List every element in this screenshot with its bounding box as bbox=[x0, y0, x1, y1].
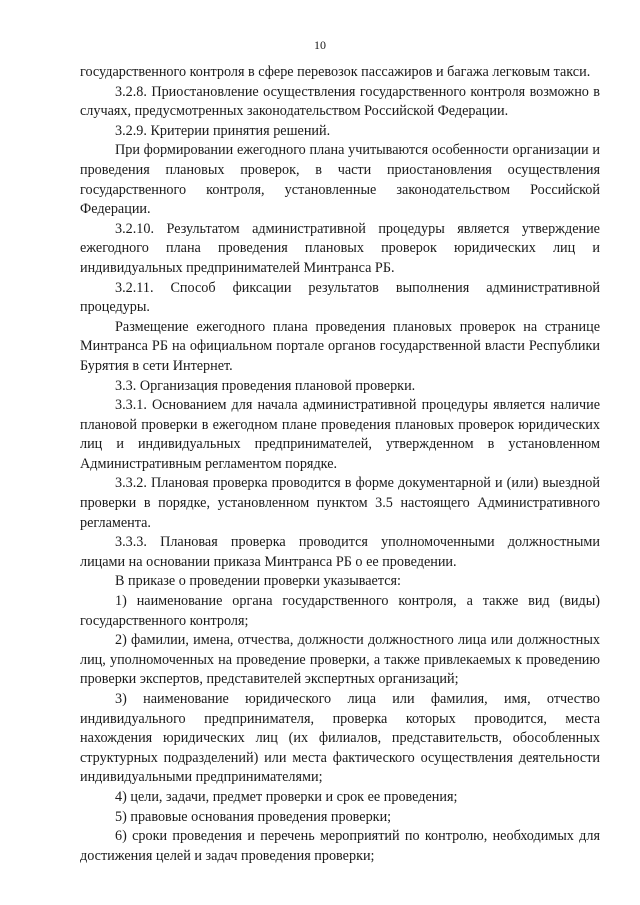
page-number: 10 bbox=[314, 38, 326, 52]
paragraph: 6) сроки проведения и перечень мероприятий по контролю, необходимых для достижения целей и задач проведения проверки; bbox=[80, 828, 600, 864]
body-text bbox=[80, 63, 600, 866]
paragraph: В приказе о проведении проверки указывается: bbox=[115, 573, 401, 590]
paragraph: 3.2.8. Приостановление осуществления государственного контроля возможно в случаях, предусмотренных законодательством Российской Федерации. bbox=[80, 83, 600, 120]
paragraph: 3.2.11. Способ фиксации результатов выполнения административной процедуры. bbox=[80, 279, 600, 316]
paragraph: Размещение ежегодного плана проведения плановых проверок на странице Минтранса РБ на официальном портале органов государственной власти Республики Бурятия в сети Интернет. bbox=[80, 318, 600, 374]
paragraph: 3.3. Организация проведения плановой проверки. bbox=[115, 377, 416, 394]
paragraph: 3) наименование юридического лица или фамилия, имя, отчество индивидуального предпринимателя, проверка которых проводится, места нахождения юридических лиц (их филиалов, представительств, обособленных структурных подразделений) или места фактического осуществления деятельности индивидуальными предпринимателями; bbox=[80, 691, 600, 786]
paragraph: 3.3.2. Плановая проверка проводится в форме документарной и (или) выездной проверки в порядке, установленном пунктом 3.5 настоящего Административного регламента. bbox=[80, 475, 600, 531]
paragraph: При формировании ежегодного плана учитываются особенности организации и проведения плановых проверок, в части приостановления осуществления государственного контроля, установленные законодательством Российской Федерации. bbox=[80, 142, 600, 218]
paragraph: 4) цели, задачи, предмет проверки и срок ее проведения; bbox=[115, 788, 458, 805]
paragraph: 1) наименование органа государственного контроля, а также вид (виды) государственного контроля; bbox=[80, 593, 600, 629]
paragraph: 3.2.9. Критерии принятия решений. bbox=[115, 122, 331, 139]
paragraph: 3.2.10. Результатом административной процедуры является утверждение ежегодного плана проведения плановых проверок юридических лиц и индивидуальных предпринимателей Минтранса РБ. bbox=[80, 220, 600, 276]
paragraph: 3.3.3. Плановая проверка проводится уполномоченными должностными лицами на основании приказа Минтранса РБ о ее проведении. bbox=[80, 534, 600, 570]
paragraph: 2) фамилии, имена, отчества, должности должностного лица или должностных лиц, уполномоченных на проведение проверки, а также привлекаемых к проведению проверки экспертов, представителей экспертных организаций; bbox=[80, 632, 600, 688]
paragraph: 3.3.1. Основанием для начала административной процедуры является наличие плановой проверки в ежегодном плане проведения плановых проверок юридических лиц и индивидуальных предпринимателей, утвержденном в установленном Административным регламентом порядке. bbox=[80, 397, 600, 472]
paragraph: 5) правовые основания проведения проверки; bbox=[115, 808, 392, 825]
paragraph: государственного контроля в сфере перевозок пассажиров и багажа легковым такси. bbox=[80, 64, 591, 80]
